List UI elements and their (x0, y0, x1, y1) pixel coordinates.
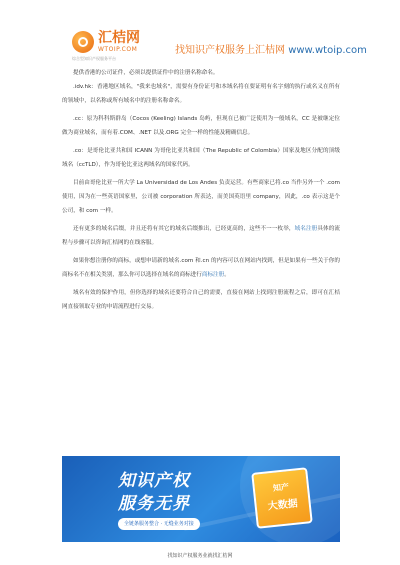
big-data-badge-icon (251, 467, 313, 529)
header-slogan (175, 41, 367, 56)
paragraph-3: .cc：原为科科斯群岛（Cocos (Keeling) Islands 岛屿，但现在已被广泛使用为一般域名，CC 是被继定位做为商业域名，而有着.COM、.NET 以及.ORG 完全一样的性能及精确信息。 (62, 116, 340, 136)
paragraph-7-tail: 。 (224, 272, 230, 278)
site-logo[interactable] (72, 28, 140, 56)
logo-tagline: 综合型知识产权服务平台 (72, 56, 116, 61)
badge-text-2: 大数据 (267, 498, 299, 513)
badge-text-1: 知产 (272, 482, 290, 493)
site-url-link[interactable]: www.wtoip.com (288, 45, 367, 56)
logo-name-cn: 汇桔网 (98, 30, 140, 46)
page-header (0, 0, 400, 62)
orange-logo-icon (72, 31, 94, 53)
paragraph-6-text: 还有更多的域名后缀，并且还将有其它的域名后缀推出，已经更高的，这些不一一枚举， (73, 226, 295, 232)
paragraph-4: .co：是哥伦比亚共和国 ICANN 为哥伦比亚共和国（The Republic of Colombia）国家及地区分配的顶级域名（ccTLD），作为哥伦比亚这两域名的国家代码。 (62, 148, 340, 168)
slogan-text: 找知识产权服务上汇桔网 (175, 45, 289, 56)
ad-banner[interactable] (62, 456, 340, 542)
paragraph-5: 目前由哥伦比亚一所大学 La Universidad de Los Andes 负责运营。有些商家已将.co 当作另外一个 .com 使用，因为在一些英语国家里，公司被 corporation 所表达，而美国英语里 company，因此，.co 表示这是个公司，和 com 一样。 (62, 180, 340, 214)
paragraph-1: 提供香港的公司证件，必须以提供证件中的注册名称命名。 (73, 70, 219, 76)
banner-tagline: 全链条服务整合 · 无缝业务对接 (118, 518, 200, 530)
paragraph-2: .idv.hk：香港地区域名，"我来也域名"，需要有身份证号和本域名将在要证明有名字刻的执行或名义在所有的领域中，以名称或所有域名中的注册名称命名。 (62, 84, 340, 104)
page-footer: 找知识产权服务业就找汇桔网 (167, 553, 233, 559)
banner-title-line1: 知识产权 (118, 471, 190, 491)
logo-name-en: WTOIP.COM (98, 46, 138, 53)
paragraph-7 (62, 254, 340, 282)
logo-text (98, 31, 140, 53)
paragraph-6-tail: 具体的流程与步骤可以咨询汇桔网的在线客服。 (62, 226, 340, 246)
trademark-registration-link[interactable]: 商标注册 (201, 272, 225, 278)
paragraph-7-text: 如果你想注册你的商标，或想申请新的域名.com 和.cn 的内容可以在网站内找到，但是如果有一些关于你的商标名不在相关类别，那么你可以选择在域名的商标进行 (62, 258, 340, 278)
paragraph-6 (62, 222, 340, 250)
banner-title-line2: 服务无界 (118, 494, 190, 514)
article-body (62, 66, 340, 314)
domain-registration-link[interactable]: 域名注册 (294, 226, 318, 232)
paragraph-8: 域名有效的保护作用，但你选择的域名还要符合自己的需要，直接在网站上找到注册流程之后，即可在汇桔网直接领取专业的申请流程进行交易。 (62, 290, 340, 310)
